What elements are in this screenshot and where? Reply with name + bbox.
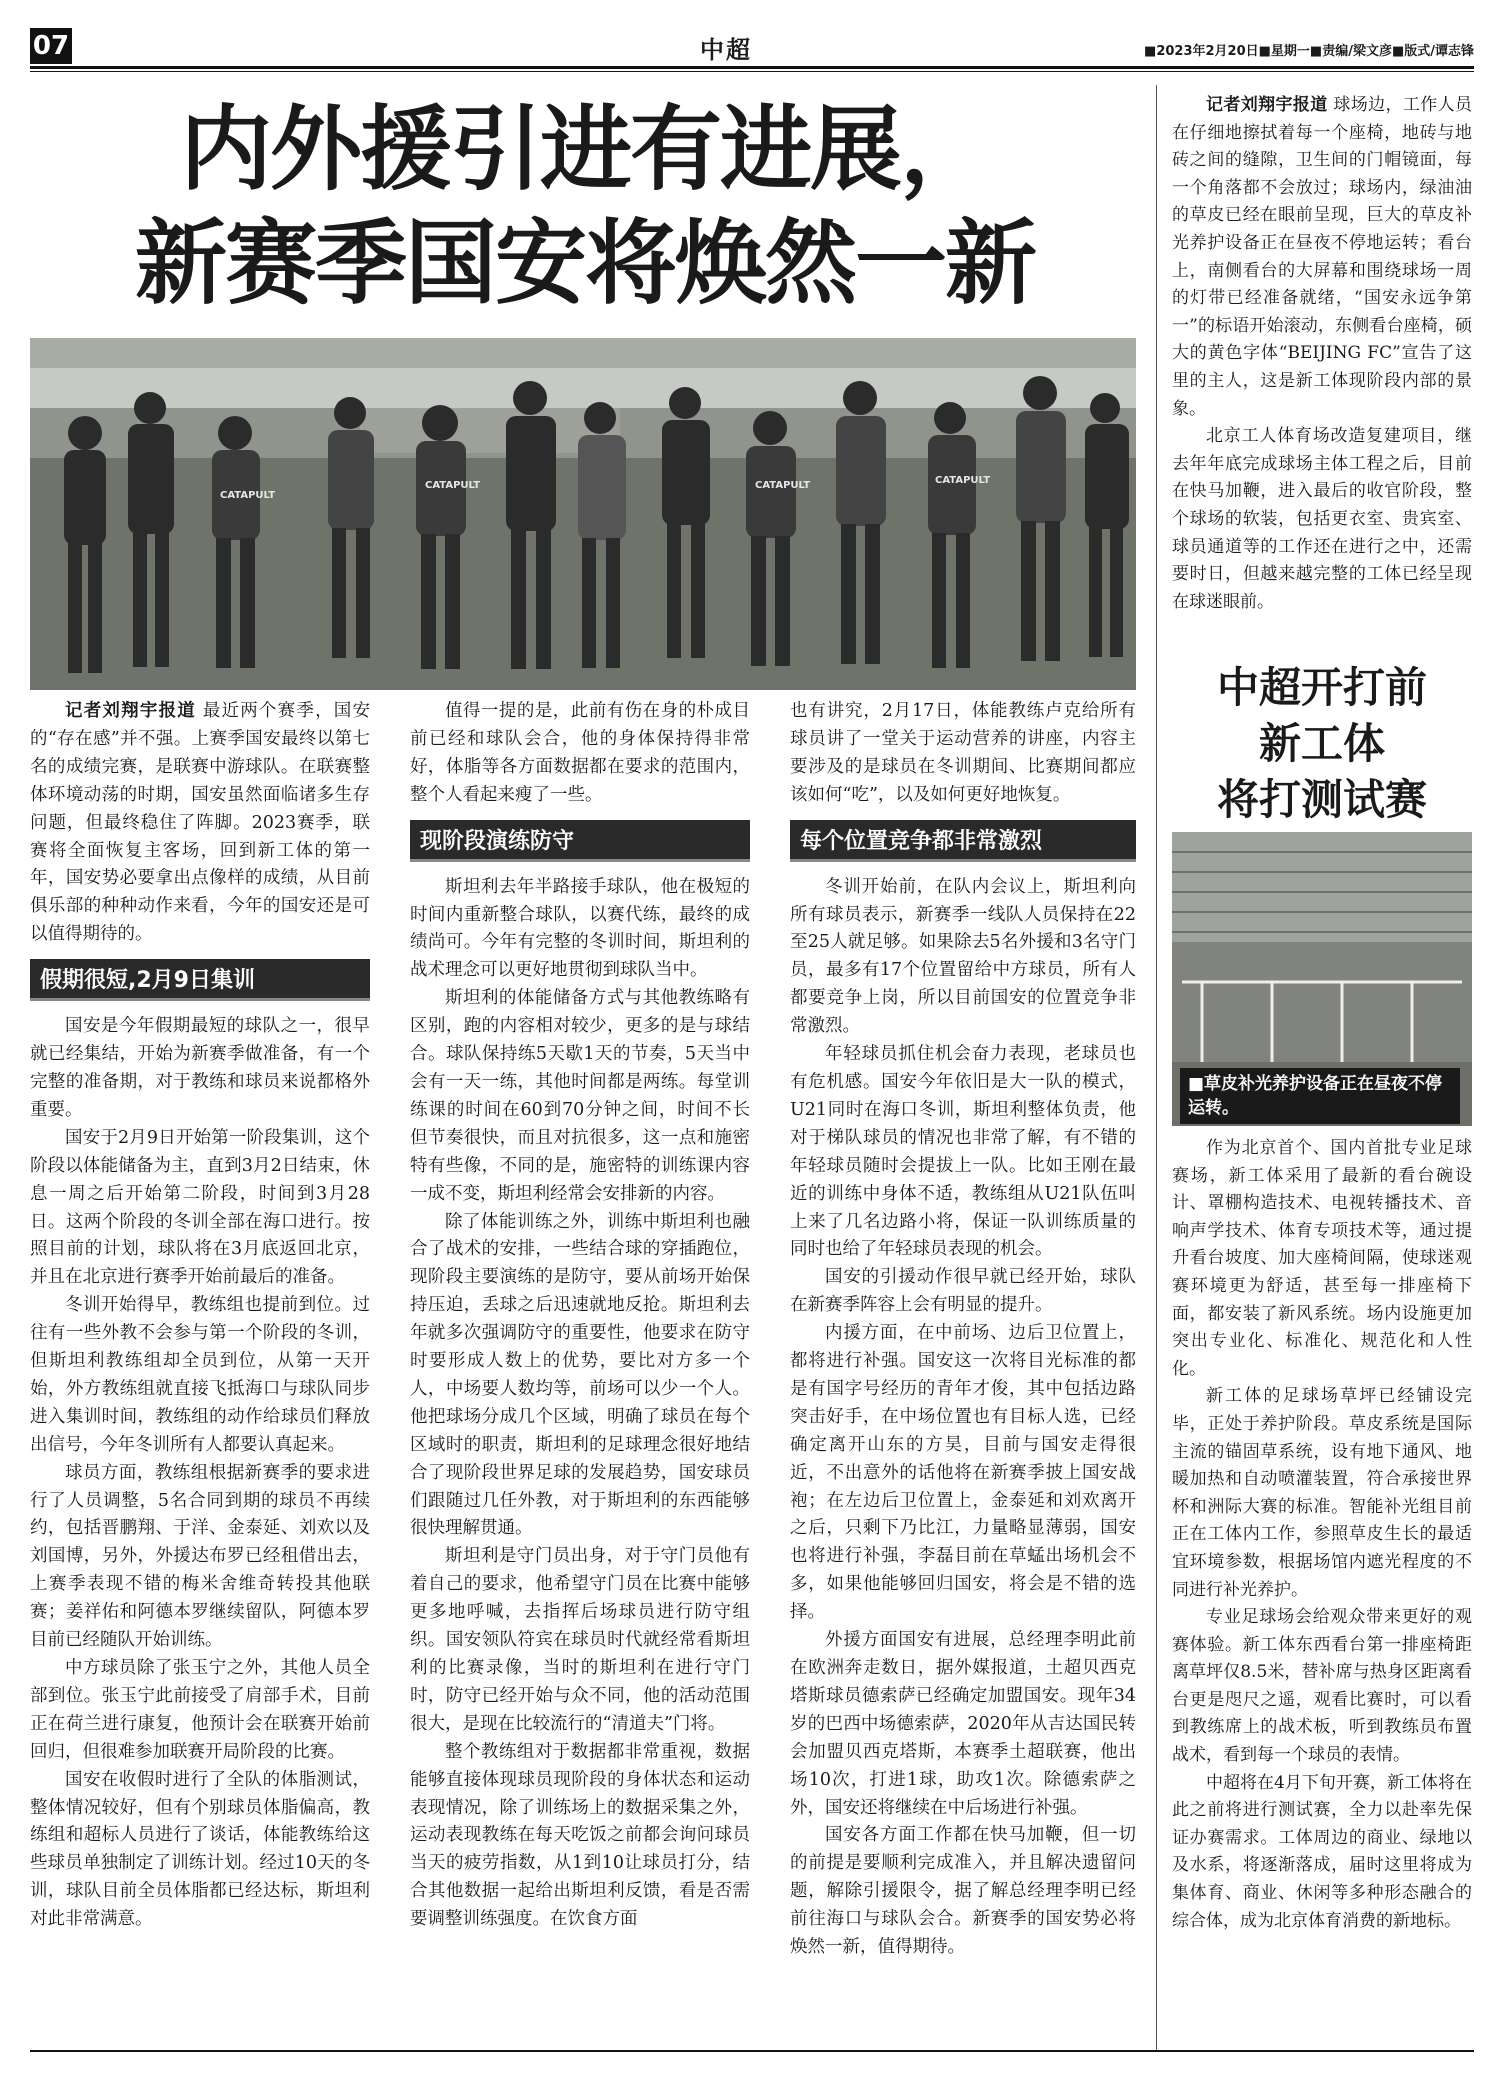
article-paragraph: 国安的引援动作很早就已经开始，球队在新赛季阵容上会有明显的提升。 [790, 1267, 1136, 1316]
sidebar-title-line: 新工体 [1258, 719, 1385, 768]
sidebar-paragraph: 新工体的足球场草坪已经铺设完毕，正处于养护阶段。草皮系统是国际主流的锚固草系统，设有地下通风、地暖加热和自动喷灌装置，符合承接世界杯和洲际大赛的标准。智能补光组目前正在工体内工作，参照草皮生长的最适宜环境参数，根据场馆内遮光程度的不同进行补光养护。 [1172, 1386, 1472, 1600]
sidebar-paragraph: 专业足球场会给观众带来更好的观赛体验。新工体东西看台第一排座椅距离草坪仅8.5米，替补席与热身区距离看台更是咫尺之遥，观看比赛时，可以看到教练席上的战术板，听到教练员布置战术，看到每一个球员的表情。 [1172, 1607, 1472, 1766]
photo-caption: ■草皮补光养护设备正在昼夜不停运转。 [1180, 1068, 1460, 1124]
bib-label: CATAPULT [220, 490, 276, 501]
subheading: 假期很短,2月9日集训 [30, 959, 370, 1001]
sidebar-paragraph: 北京工人体育场改造复建项目，继去年年底完成球场主体工程之后，目前在快马加鞭，进入最后的收官阶段，整个球场的软装，包括更衣室、贵宾室、球员通道等的工作还在进行之中，还需要时日，但越来越完整的工体已经呈现在球迷眼前。 [1172, 426, 1472, 612]
sidebar-paragraph: 中超将在4月下旬开赛，新工体将在此之前将进行测试赛，全力以赴率先保证办赛需求。工体周边的商业、绿地以及水系，将逐渐落成，届时这里将成为集体育、商业、休闲等多种形态融合的综合体，成为北京体育消费的新地标。 [1172, 1772, 1472, 1931]
header-rule-thin [30, 71, 1474, 72]
article-paragraph: 整个教练组对于数据都非常重视，数据能够直接体现球员现阶段的身体状态和运动表现情况，除了训练场上的数据采集之外，运动表现教练在每天吃饭之前都会询问球员当天的疲劳指数，从1到10让球员打分，结合其他数据一起给出斯坦利反馈，看是否需要调整训练强度。在饮食方面 [410, 1741, 750, 1930]
headline-line-2: 新赛季国安将焕然一新 [134, 209, 1035, 317]
article-paragraph: 最近两个赛季，国安的“存在感”并不强。上赛季国安最终以第七名的成绩完赛，是联赛中游球队。在联赛整体环境动荡的时期，国安虽然面临诸多生存问题，但最终稳住了阵脚。2023赛季，联赛将全面恢复主客场，回到新工体的第一年，国安势必要拿出点像样的成绩，从目前俱乐部的种种动作来看，今年的国安还是可以值得期待的。 [30, 701, 370, 945]
article-paragraph: 斯坦利的体能储备方式与其他教练略有区别，跑的内容相对较少，更多的是与球结合。球队保持练5天歇1天的节奏，5天当中会有一天一练，其他时间都是两练。每堂训练课的时间在60到70分钟之间，时间不长但节奏很快，而且对抗很多，这一点和施密特有些像，不同的是，施密特的训练课内容一成不变，斯坦利经常会安排新的内容。 [410, 988, 750, 1204]
article-paragraph: 中方球员除了张玉宁之外，其他人员全部到位。张玉宁此前接受了肩部手术，目前正在荷兰进行康复，他预计会在联赛开始前回归，但很难参加联赛开局阶段的比赛。 [30, 1658, 370, 1762]
article-column-2 [410, 698, 750, 1934]
sidebar-story-top [1172, 92, 1472, 616]
article-paragraph: 除了体能训练之外，训练中斯坦利也融合了战术的安排，一些结合球的穿插跑位，现阶段主要演练的是防守，要从前场开始保持压迫，丢球之后迅速就地反抢。斯坦利去年就多次强调防守的重要性，他要求在防守时要形成人数上的优势，要比对方多一个人，中场要人数均等，前场可以少一个人。他把球场分成几个区域，明确了球员在每个区域时的职责，斯坦利的足球理念很好地结合了现阶段世界足球的发展趋势，国安球员们跟随过几任外教，对于斯坦利的东西能够很快理解贯通。 [410, 1211, 750, 1539]
subheading: 现阶段演练防守 [410, 820, 750, 862]
header-rule [30, 66, 1474, 69]
sidebar-byline: 记者刘翔宇报道 [1206, 95, 1328, 115]
section-name: 中超 [700, 36, 752, 64]
article-paragraph: 国安于2月9日开始第一阶段集训，这个阶段以体能储备为主，直到3月2日结束，休息一周之后开始第二阶段，时间到3月28日。这两个阶段的冬训全部在海口进行。按照目前的计划，球队将在3月底返回北京，并且在北京进行赛季开始前最后的准备。 [30, 1127, 370, 1288]
article-paragraph: 国安在收假时进行了全队的体脂测试，整体情况较好，但有个别球员体脂偏高，教练组和超标人员进行了谈话，体能教练给这些球员单独制定了训练计划。经过10天的冬训，球队目前全员体脂都已经达标，斯坦利对此非常满意。 [30, 1769, 370, 1930]
team-training-photo-icon [30, 338, 1136, 690]
bib-label: CATAPULT [935, 475, 991, 486]
article-paragraph: 国安各方面工作都在快马加鞭，但一切的前提是要顺利完成准入，并且解决遗留问题，解除引援限令，据了解总经理李明已经前往海口与球队会合。新赛季的国安势必将焕然一新，值得期待。 [790, 1825, 1136, 1958]
team-training-photo [30, 338, 1136, 690]
article-paragraph: 值得一提的是，此前有伤在身的朴成目前已经和球队会合，他的身体保持得非常好，体脂等各方面数据都在要求的范围内，整个人看起来瘦了一些。 [410, 701, 750, 805]
sidebar-paragraph: 球场边，工作人员在仔细地擦拭着每一个座椅，地砖与地砖之间的缝隙，卫生间的门帽镜面，每一个角落都不会放过；球场内，绿油油的草皮已经在眼前呈现，巨大的草皮补光养护设备正在昼夜不停地运转；看台上，南侧看台的大屏幕和围绕球场一周的灯带已经准备就绪，“国安永远争第一”的标语开始滚动，东侧看台座椅，硕大的黄色字体“BEIJING FC”宣告了这里的主人，这是新工体现阶段内部的景象。 [1172, 95, 1473, 419]
sidebar-story-bottom [1172, 1135, 1472, 1935]
article-byline: 记者刘翔宇报道 [65, 701, 196, 721]
issue-meta: ■2023年2月20日■星期一■责编/梁文彦■版式/谭志锋 [1144, 44, 1474, 59]
article-paragraph: 冬训开始前，在队内会议上，斯坦利向所有球员表示，新赛季一线队人员保持在22至25人就足够。如果除去5名外援和3名守门员，最多有17个位置留给中方球员，所有人都要竞争上岗，所以目前国安的位置竞争非常激烈。 [790, 876, 1136, 1037]
page-number: 07 [30, 28, 72, 64]
bib-label: CATAPULT [425, 480, 481, 491]
sidebar-title-line: 将打测试赛 [1216, 775, 1427, 824]
column-divider [1156, 85, 1157, 2050]
article-paragraph: 内援方面，在中前场、边后卫位置上，都将进行补强。国安这一次将目光标准的都是有国字号经历的青年才俊，其中包括边路突击好手，在中场位置也有目标人选，已经确定离开山东的方昊，目前与国安走得很近，不出意外的话他将在新赛季披上国安战袍；在左边后卫位置上，金泰延和刘欢离开之后，只剩下乃比江，力量略显薄弱，国安也将进行补强，李磊目前在草蜢出场机会不多，如果他能够回归国安，将会是不错的选择。 [790, 1323, 1136, 1623]
article-paragraph: 国安是今年假期最短的球队之一，很早就已经集结，开始为新赛季做准备，有一个完整的准备期，对于教练和球员来说都格外重要。 [30, 1016, 370, 1120]
article-paragraph: 也有讲究，2月17日，体能教练卢克给所有球员讲了一堂关于运动营养的讲座，内容主要涉及的是球员在冬训期间、比赛期间都应该如何“吃”，以及如何更好地恢复。 [790, 701, 1136, 805]
sidebar-paragraph: 作为北京首个、国内首批专业足球赛场，新工体采用了最新的看台碗设计、罩棚构造技术、电视转播技术、音响声学技术、体育专项技术等，通过提升看台坡度、加大座椅间隔，使球迷观赛环境更为舒适，甚至每一排座椅下面，都安装了新风系统。场内设施更加突出专业化、标准化、规范化和人性化。 [1172, 1138, 1472, 1379]
article-paragraph: 年轻球员抓住机会奋力表现，老球员也有危机感。国安今年依旧是大一队的模式，U21同时在海口冬训，斯坦利整体负责，他对于梯队球员的情况也非常了解，有不错的年轻球员随时会提拔上一队。比如王刚在最近的训练中身体不适，教练组从U21队伍叫上来了几名边路小将，保证一队训练质量的同时也给了年轻球员表现的机会。 [790, 1044, 1136, 1260]
article-column-1 [30, 698, 370, 1934]
headline [30, 92, 1140, 320]
article-paragraph: 冬训开始得早，教练组也提前到位。过往有一些外教不会参与第一个阶段的冬训，但斯坦利教练组却全员到位，从第一天开始，外方教练组就直接飞抵海口与球队同步进入集训时间，教练组的动作给球员们释放出信号，今年冬训所有人都要认真起来。 [30, 1295, 370, 1455]
sidebar-title-line: 中超开打前 [1216, 663, 1427, 712]
article-paragraph: 斯坦利去年半路接手球队，他在极短的时间内重新整合球队，以赛代练，最终的成绩尚可。今年有完整的冬训时间，斯坦利的战术理念可以更好地贯彻到球队当中。 [410, 876, 750, 981]
article-paragraph: 斯坦利是守门员出身，对于守门员他有着自己的要求，他希望守门员在比赛中能够更多地呼喊，去指挥后场球员进行防守组织。国安领队符宾在球员时代就经常看斯坦利的比赛录像，当时的斯坦利在进行守门时，防守已经开始与众不同，他的活动范围很大，是现在比较流行的“清道夫”门将。 [410, 1546, 750, 1734]
footer-rule [30, 2050, 1474, 2052]
bib-label: CATAPULT [755, 480, 811, 491]
article-paragraph: 球员方面，教练组根据新赛季的要求进行了人员调整，5名合同到期的球员不再续约，包括晋鹏翔、于洋、金泰延、刘欢以及刘国博，另外，外援达布罗已经租借出去，上赛季表现不错的梅米舍维奇转投其他联赛；姜祥佑和阿德本罗继续留队，阿德本罗目前已经随队开始训练。 [30, 1462, 370, 1651]
article-paragraph: 外援方面国安有进展，总经理李明此前在欧洲奔走数日，据外媒报道，土超贝西克塔斯球员德索萨已经确定加盟国安。现年34岁的巴西中场德索萨，2020年从吉达国民转会加盟贝西克塔斯，本赛季土超联赛，他出场10次，打进1球，助攻1次。除德索萨之外，国安还将继续在中后场进行补强。 [790, 1630, 1136, 1818]
headline-line-1: 内外援引进有进展， [179, 95, 990, 203]
sidebar-title [1172, 660, 1472, 828]
subheading: 每个位置竞争都非常激烈 [790, 820, 1136, 862]
article-column-3 [790, 698, 1136, 1962]
